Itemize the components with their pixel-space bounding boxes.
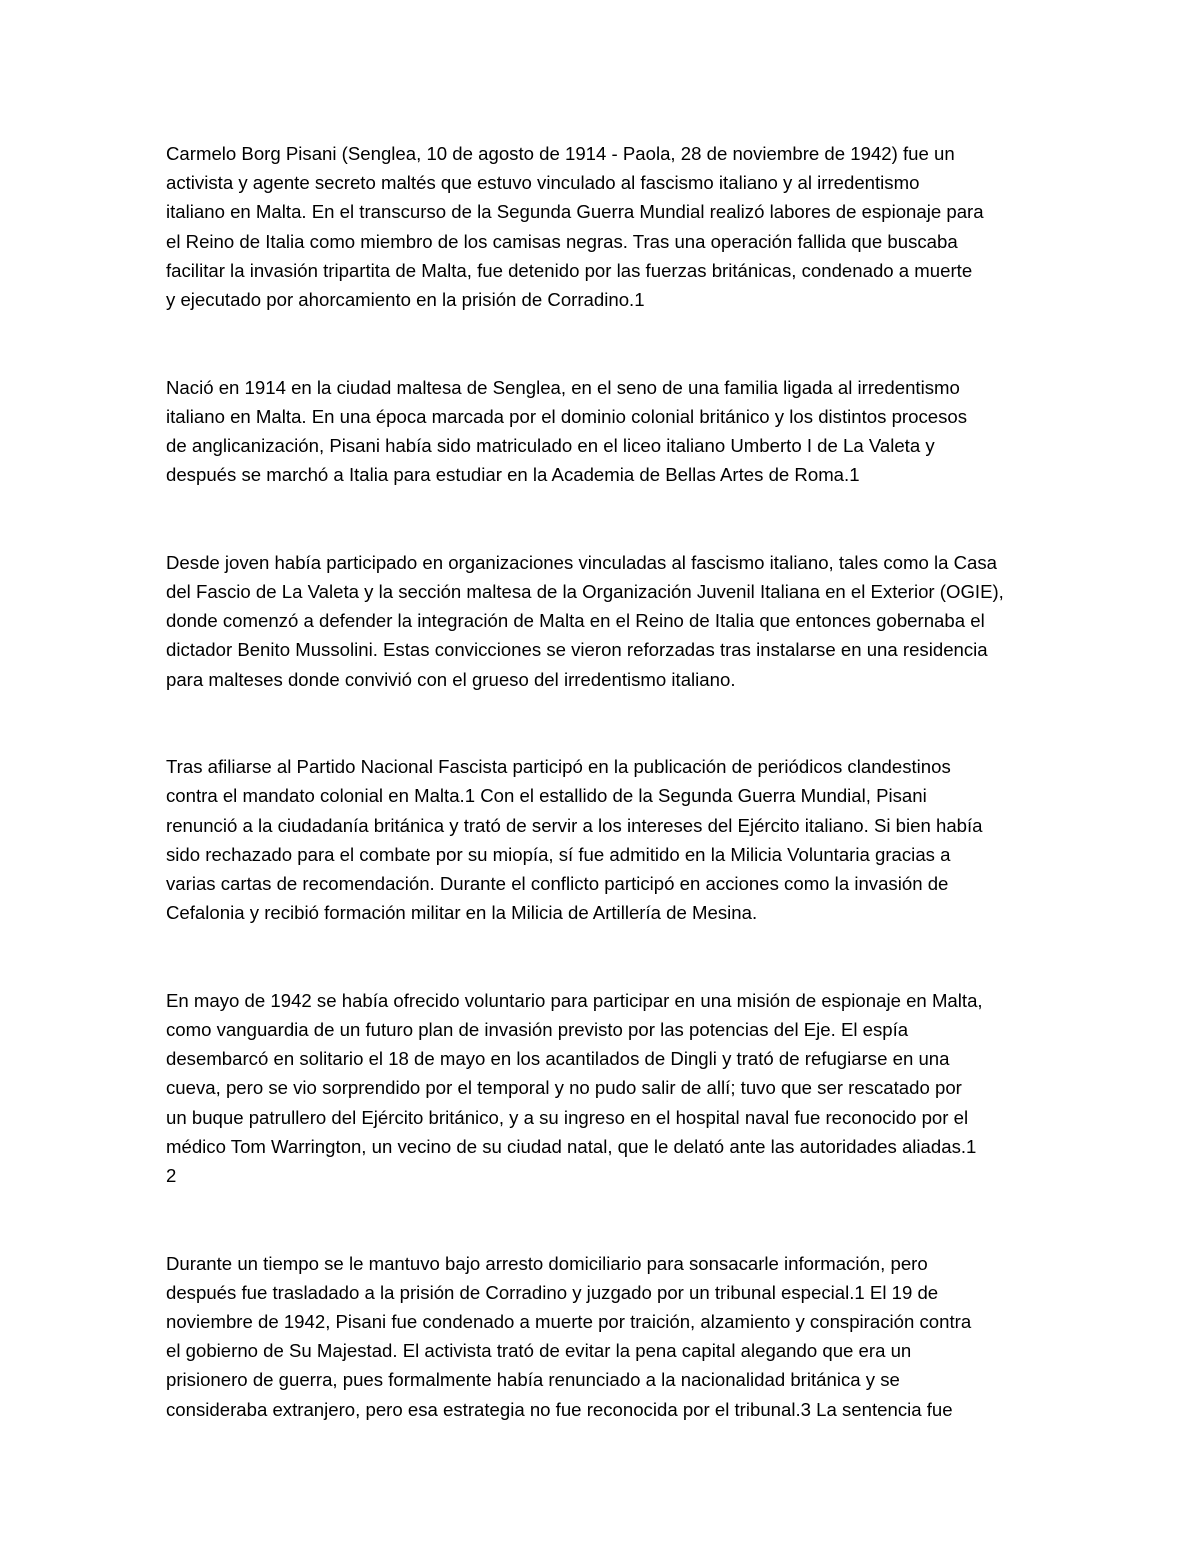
paragraph-trial: Durante un tiempo se le mantuvo bajo arresto domiciliario para sonsacarle información, pero después fue trasladado a la prisión de Corradino y juzgado por un tribunal especial.1 El 19 de noviembre de 1942, Pisani fue condenado a muerte por traición, alzamiento y conspiración contra el gobierno de Su Majestad. El activista trató de evitar la pena capital alegando que era un prisionero de guerra, pues formalmente había renunciado a la nacionalidad británica y se consideraba extranjero, pero esa estrategia no fue reconocida por el tribunal.3 La sentencia fue [166, 1252, 972, 1420]
document-body [166, 139, 1036, 1482]
paragraph-early-life: Nació en 1914 en la ciudad maltesa de Senglea, en el seno de una familia ligada al irredentismo italiano en Malta. En una época marcada por el dominio colonial británico y los distintos procesos de anglicanización, Pisani había sido matriculado en el liceo italiano Umberto I de La Valeta y después se marchó a Italia para estudiar en la Academia de Bellas Artes de Roma.1 [166, 376, 968, 486]
paragraph-fascist-youth: Desde joven había participado en organizaciones vinculadas al fascismo italiano, tales como la Casa del Fascio de La Valeta y la sección maltesa de la Organización Juvenil Italiana en el Exterior (OGIE), donde comenzó a defender la integración de Malta en el Reino de Italia que entonces gobernaba el dictador Benito Mussolini. Estas convicciones se vieron reforzadas tras instalarse en una residencia para malteses donde convivió con el grueso del irredentismo italiano. [166, 551, 1004, 690]
paragraph-intro: Carmelo Borg Pisani (Senglea, 10 de agosto de 1914 - Paola, 28 de noviembre de 1942) fue un activista y agente secreto maltés que estuvo vinculado al fascismo italiano y al irredentismo italiano en Malta. En el transcurso de la Segunda Guerra Mundial realizó labores de espionaje para el Reino de Italia como miembro de los camisas negras. Tras una operación fallida que buscaba facilitar la invasión tripartita de Malta, fue detenido por las fuerzas británicas, condenado a muerte y ejecutado por ahorcamiento en la prisión de Corradino.1 [166, 143, 984, 311]
paragraph-war-service: Tras afiliarse al Partido Nacional Fascista participó en la publicación de periódicos clandestinos contra el mandato colonial en Malta.1 Con el estallido de la Segunda Guerra Mundial, Pisani renunció a la ciudadanía británica y trató de servir a los intereses del Ejército italiano. Si bien había sido rechazado para el combate por su miopía, sí fue admitido en la Milicia Voluntaria gracias a varias cartas de recomendación. Durante el conflicto participó en acciones como la invasión de Cefalonia y recibió formación militar en la Milicia de Artillería de Mesina. [166, 756, 983, 924]
paragraph-espionage-mission: En mayo de 1942 se había ofrecido voluntario para participar en una misión de espionaje en Malta, como vanguardia de un futuro plan de invasión previsto por las potencias del Eje. El espía desembarcó en solitario el 18 de mayo en los acantilados de Dingli y trató de refugiarse en una cueva, pero se vio sorprendido por el temporal y no pudo salir de allí; tuvo que ser rescatado por un buque patrullero del Ejército británico, y a su ingreso en el hospital naval fue reconocido por el médico Tom Warrington, un vecino de su ciudad natal, que le delató ante las autoridades aliadas.1 2 [166, 989, 983, 1187]
